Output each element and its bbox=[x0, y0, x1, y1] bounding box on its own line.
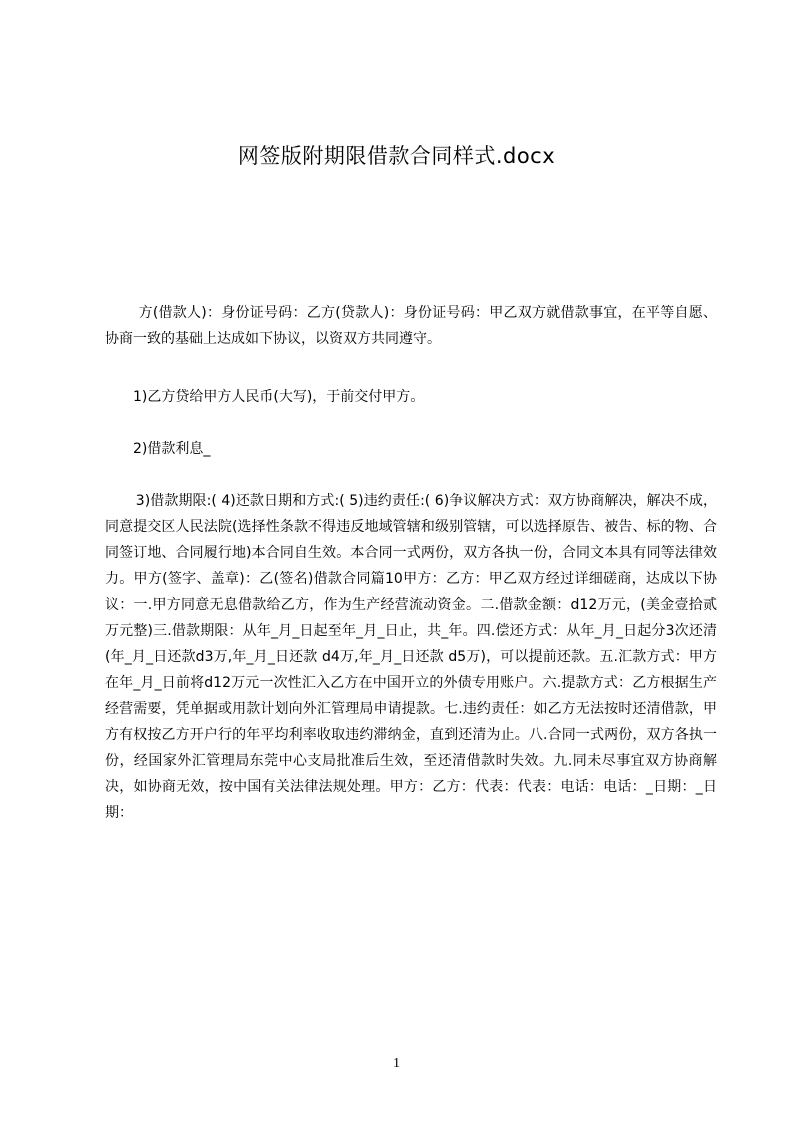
paragraph-loan-interest: 2)借款利息_ bbox=[133, 441, 211, 457]
paragraph-loan-terms: 3)借款期限:( 4)还款日期和方式:( 5)违约责任:( 6)争议解决方式：双方协商解决，解决不成，同意提交区人民法院(选择性条款不得违反地域管辖和级别管辖，可以选择原告、被告、标的物、合同签订地、合同履行地)本合同自生效。本合同一式两份，双方各执一份，合同文本具有同等法律效力。甲方(签字、盖章)：乙(签名)借款合同篇10甲方：乙方：甲乙双方经过详细磋商，达成以下协议：一.甲方同意无息借款给乙方，作为生产经营流动资金。二.借款金额：d12万元，(美金壹拾贰万元整)三.借款期限：从年_月_日起至年_月_日止，共_年。四.偿还方式：从年_月_日起分3次还清(年_月_日还款d3万,年_月_日还款 d4万,年_月_日还款 d5万)，可以提前还款。五.汇款方式：甲方在年_月_日前将d12万元一次性汇入乙方在中国开立的外债专用账户。六.提款方式：乙方根据生产经营需要，凭单据或用款计划向外汇管理局申请提款。七.违约责任：如乙方无法按时还清借款，甲方有权按乙方开户行的年平均利率收取违约滞纳金，直到还清为止。八.合同一式两份，双方各执一份，经国家外汇管理局东莞中心支局批准后生效，至还清借款时失效。九.同未尽事宜双方协商解决，如协商无效，按中国有关法律法规处理。甲方：乙方：代表：代表：电话：电话：_日期：_日期： bbox=[105, 493, 717, 821]
paragraph-parties: 方(借款人)：身份证号码：乙方(贷款人)：身份证号码：甲乙双方就借款事宜，在平等自愿、协商一致的基础上达成如下协议，以资双方共同遵守。 bbox=[105, 305, 717, 347]
page-number: 1 bbox=[393, 1056, 400, 1071]
document-title: 网签版附期限借款合同样式.docx bbox=[237, 144, 556, 168]
paragraph-loan-amount: 1)乙方贷给甲方人民币(大写)，于前交付甲方。 bbox=[133, 389, 425, 405]
